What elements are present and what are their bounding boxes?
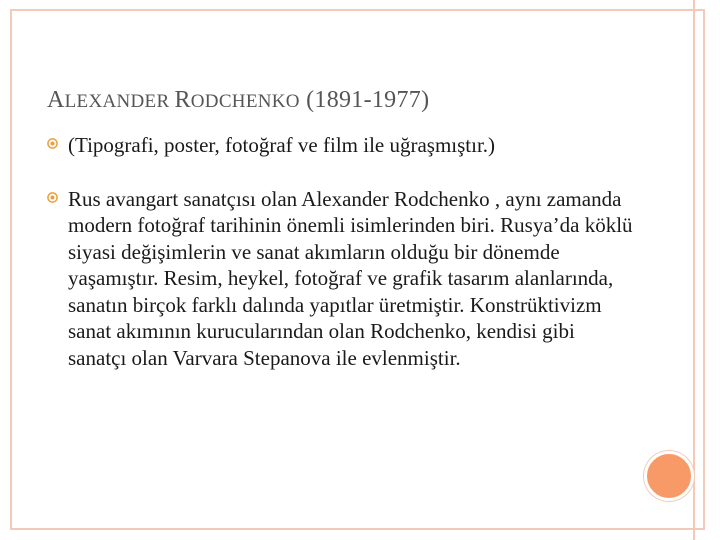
bullet-icon bbox=[47, 138, 58, 149]
title-cap-r: R bbox=[174, 87, 191, 113]
bullet-list bbox=[46, 132, 636, 371]
bullet-text: Rus avangart sanatçısı olan Alexander Rodchenko , aynı zamanda modern fotoğraf tarihinin önemli isimlerinden biri. Rusya’da köklü siyasi değişimlerin ve sanat akımların olduğu bir dönemde yaşamıştır. Resim, heykel, fotoğraf ve grafik tasarım alanlarında, sanatın birçok farklı dalında yapıtlar üretmiştir. Konstrüktivizm sanat akımının kurucularından olan Rodchenko, kendisi gibi sanatçı olan Varvara Stepanova ile evlenmiştir. bbox=[68, 186, 633, 370]
title-cap-a: A bbox=[47, 87, 65, 113]
title-odchenko: ODCHENKO bbox=[190, 91, 300, 112]
bullet-item bbox=[46, 186, 636, 372]
bullet-icon bbox=[47, 192, 58, 203]
bullet-text: (Tipografi, poster, fotoğraf ve film ile uğraşmıştır.) bbox=[68, 133, 496, 157]
title-years: (1891-1977) bbox=[299, 87, 430, 113]
bullet-item bbox=[46, 132, 636, 159]
accent-circle bbox=[644, 451, 694, 501]
title-lexander: LEXANDER bbox=[64, 91, 175, 112]
accent-rule bbox=[693, 0, 695, 540]
slide-title bbox=[47, 78, 429, 115]
